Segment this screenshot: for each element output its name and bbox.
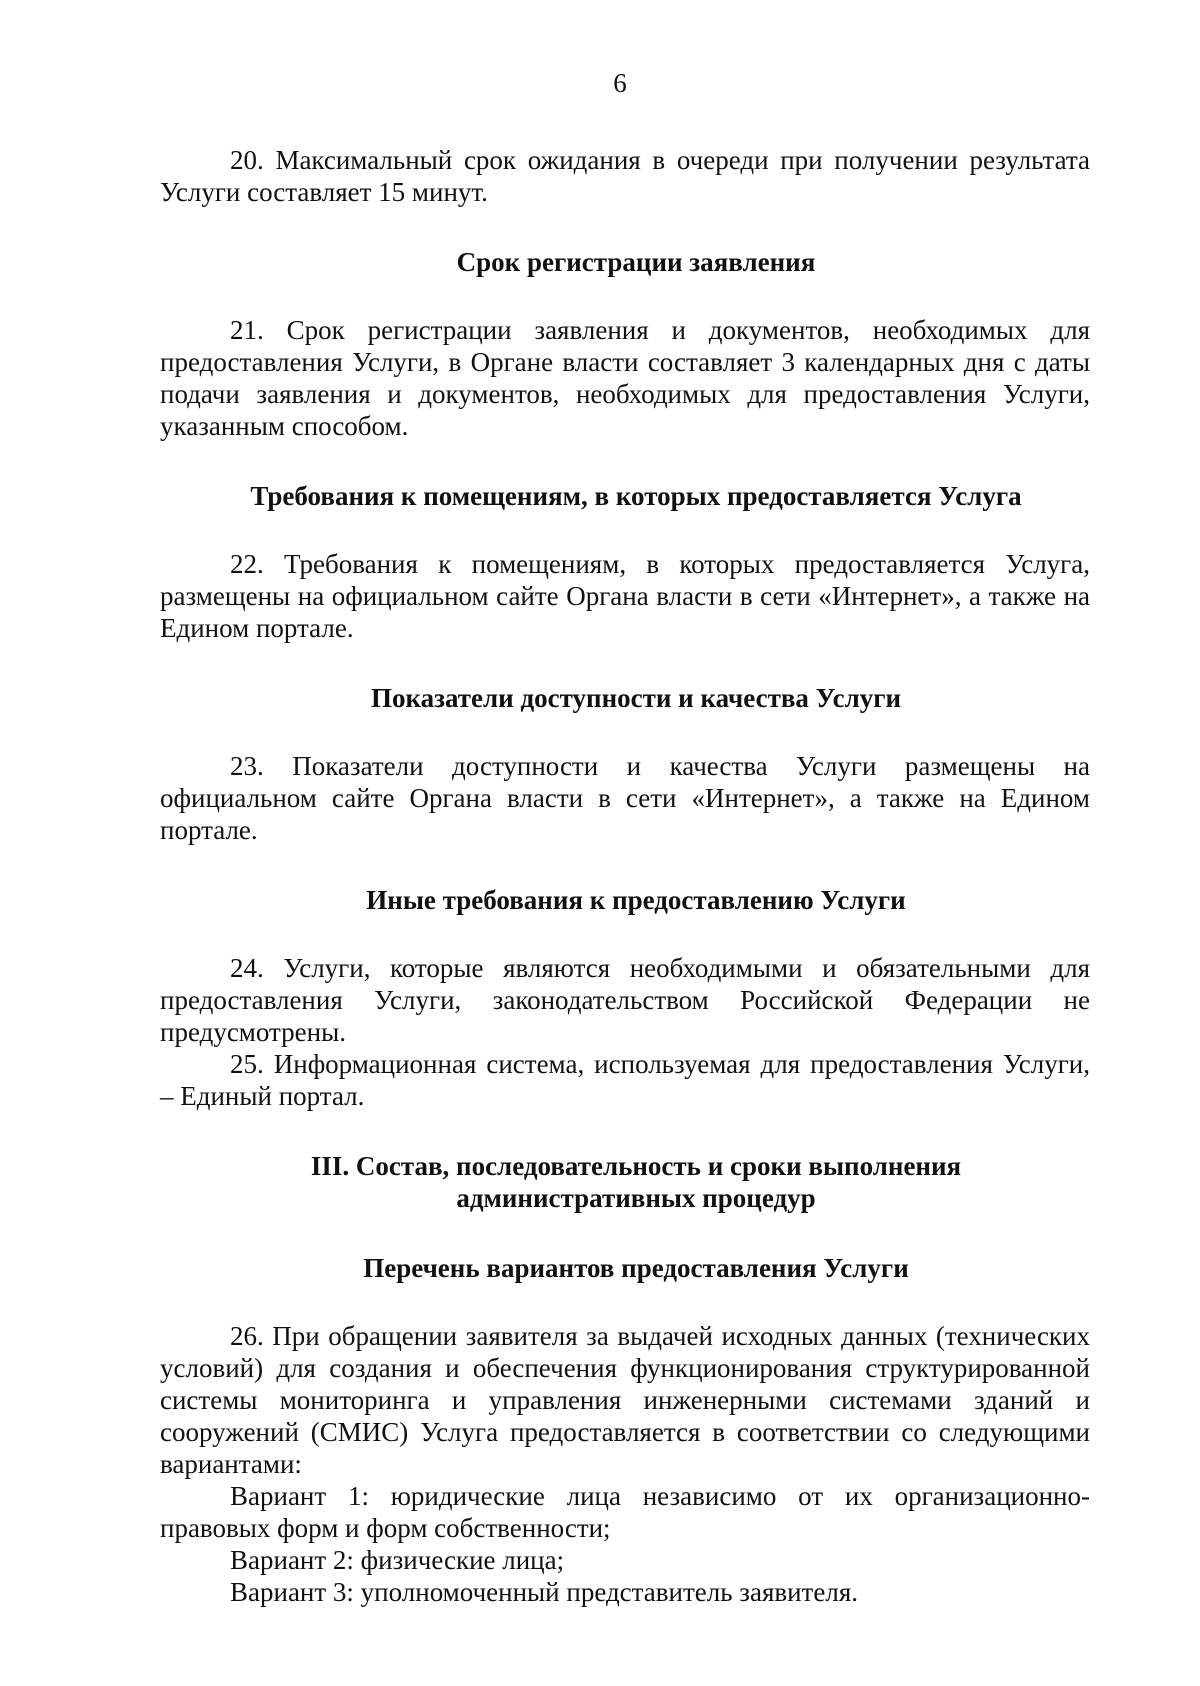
paragraph-26: 26. При обращении заявителя за выдачей исходных данных (технических условий) для создания и обеспечения функционирования структурированной системы мониторинга и управления инженерными системами зданий и сооружений (СМИС) Услуга предоставляется в соответствии со следующими вариантами: <box>160 1321 1090 1479</box>
variant-item-2: Вариант 2: физические лица; <box>230 1545 565 1575</box>
document-body <box>160 144 1090 1608</box>
paragraph-23: 23. Показатели доступности и качества Услуги размещены на официальном сайте Органа власти в сети «Интернет», а также на Едином портале. <box>160 751 1090 845</box>
paragraph-20: 20. Максимальный срок ожидания в очереди при получении результата Услуги составляет 15 минут. <box>160 145 1090 207</box>
heading-other-requirements: Иные требования к предоставлению Услуги <box>366 885 906 915</box>
heading-variants-list: Перечень вариантов предоставления Услуги <box>363 1253 909 1283</box>
paragraph-25: 25. Информационная система, используемая для предоставления Услуги, – Единый портал. <box>160 1049 1090 1111</box>
heading-premises-requirements: Требования к помещениям, в которых предоставляется Услуга <box>250 481 1022 511</box>
variant-item-1: Вариант 1: юридические лица независимо от их организационно-правовых форм и форм собственности; <box>160 1481 1090 1543</box>
heading-registration-term: Срок регистрации заявления <box>456 247 816 277</box>
variant-item-3: Вариант 3: уполномоченный представитель заявителя. <box>230 1577 858 1607</box>
paragraph-21: 21. Срок регистрации заявления и документов, необходимых для предоставления Услуги, в Органе власти составляет 3 календарных дня с даты подачи заявления и документов, необходимых для предоставления Услуги, указанным способом. <box>160 315 1090 441</box>
paragraph-22: 22. Требования к помещениям, в которых предоставляется Услуга, размещены на официальном сайте Органа власти в сети «Интернет», а также на Едином портале. <box>160 549 1090 643</box>
heading-section-iii-line2: административных процедур <box>456 1183 816 1213</box>
heading-accessibility-quality: Показатели доступности и качества Услуги <box>370 683 902 713</box>
paragraph-24: 24. Услуги, которые являются необходимыми и обязательными для предоставления Услуги, законодательством Российской Федерации не предусмотрены. <box>160 953 1090 1047</box>
heading-section-iii-line1: III. Состав, последовательность и сроки выполнения <box>310 1151 962 1181</box>
page-number: 6 <box>613 68 627 98</box>
